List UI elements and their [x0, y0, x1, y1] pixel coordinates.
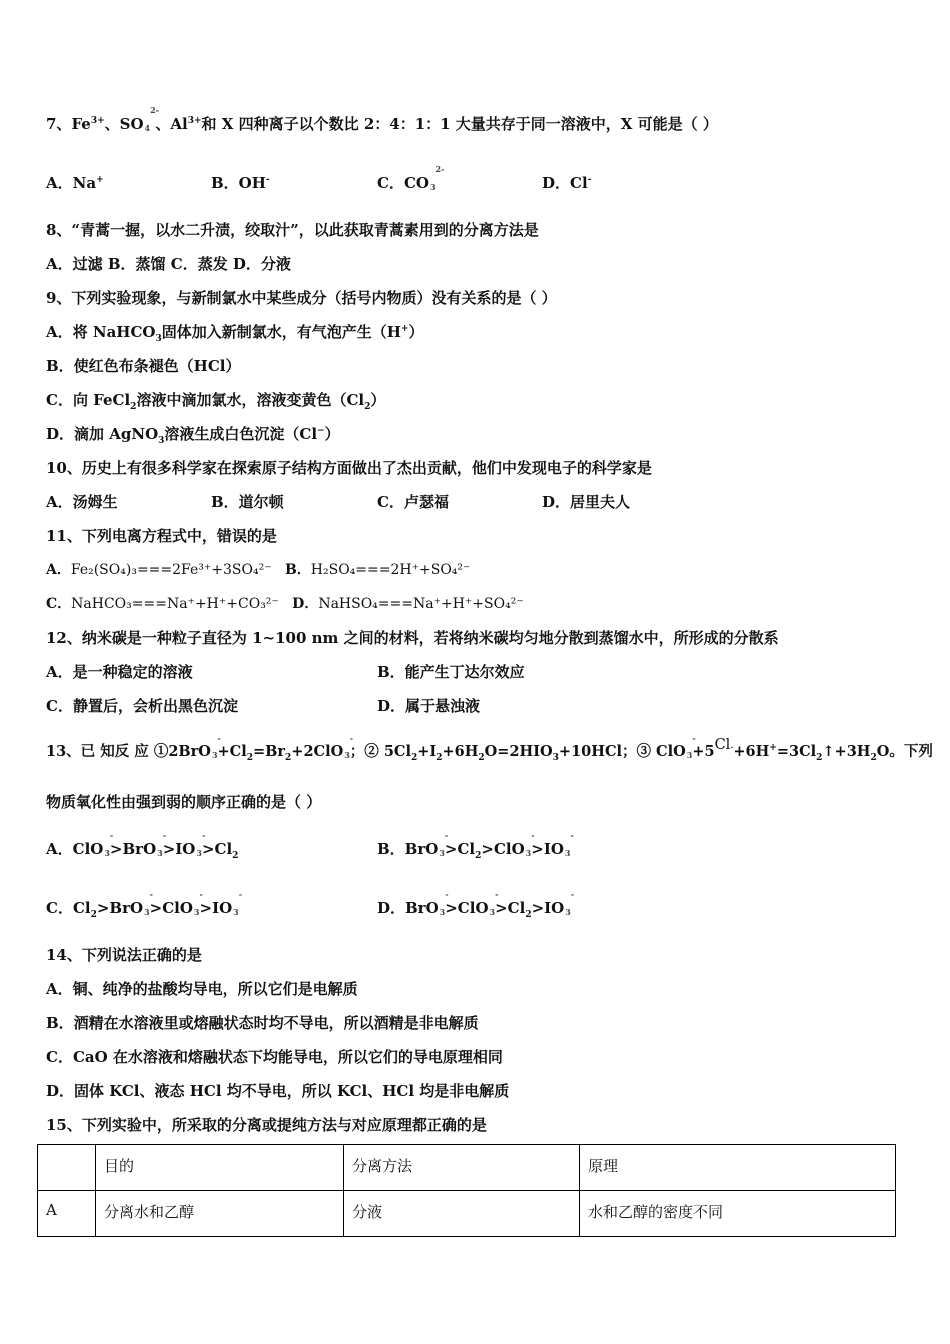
q9-option-a[interactable]: A．将 NaHCO$_3$固体加入新制氯水，有气泡产生（H+）: [46, 323, 424, 344]
q14-option-d[interactable]: D．固体 KCl、液态 HCl 均不导电，所以 KCl、HCl 均是非电解质: [46, 1082, 510, 1100]
q8-stem: 8、“青蒿一握，以水二升渍，绞取汁”，以此获取青蒿素用到的分离方法是: [46, 221, 539, 239]
q7-stem: 7、$Fe^{3+}$、SO4 2- 、$Al^{3+}$和 X 四种离子以个数比 2：4：1：1 大量共存于同一溶液中，X 可能是（ ）: [46, 105, 718, 133]
q11-options-cd[interactable]: C．NaHCO₃===Na⁺+H⁺+CO₃²⁻ D．NaHSO₄===Na⁺+H⁺+SO₄²⁻: [46, 596, 524, 612]
table-header-cell: 分离方法: [344, 1145, 580, 1191]
table-header-cell: 目的: [96, 1145, 344, 1191]
q13-stem-line2: 物质氧化性由强到弱的顺序正确的是（ ）: [46, 793, 322, 811]
q10-option-a[interactable]: A．汤姆生: [46, 493, 118, 511]
table-header-cell: [38, 1145, 96, 1191]
q11-eq-c: NaHCO₃===Na⁺+H⁺+CO₃²⁻: [71, 596, 279, 612]
q7-option-a[interactable]: A．Na+: [46, 174, 104, 192]
q15-table: [37, 1144, 896, 1237]
table-header-row: [38, 1145, 896, 1191]
q10-stem: 10、历史上有很多科学家在探索原子结构方面做出了杰出贡献，他们中发现电子的科学家是: [46, 459, 652, 477]
q12-option-b[interactable]: B．能产生丁达尔效应: [377, 663, 525, 681]
q10-option-c[interactable]: C．卢瑟福: [377, 493, 449, 511]
q13-stem: 13、已 知反 应 ①2BrO3 - $+Cl_2=Br_2+2ClO3$ - ；② $5Cl_2+I_2+6H_2O=2HIO_3+10HCl$；③ ClO3 - $+5Cl^-+6H^+=3Cl_2↑+3H_2O$。下列: [46, 733, 933, 763]
q11-eq-a: Fe₂(SO₄)₃===2Fe³⁺+3SO₄²⁻: [70, 562, 272, 578]
q7-option-b[interactable]: B．OH-: [211, 174, 270, 192]
q11-eq-d: NaHSO₄===Na⁺+H⁺+SO₄²⁻: [318, 596, 524, 612]
q7-option-c[interactable]: C．CO3 2-: [377, 164, 445, 192]
q11-stem: 11、下列电离方程式中，错误的是: [46, 527, 277, 545]
table-cell: 分液: [344, 1191, 580, 1237]
q14-option-c[interactable]: C．CaO 在水溶液和熔融状态下均能导电，所以它们的导电原理相同: [46, 1048, 503, 1066]
q11-options-ab[interactable]: A．Fe₂(SO₄)₃===2Fe³⁺+3SO₄²⁻ B．H₂SO₄===2H⁺+SO₄²⁻: [46, 562, 471, 578]
q10-option-d[interactable]: D．居里夫人: [542, 493, 631, 511]
q15-stem: 15、下列实验中，所采取的分离或提纯方法与对应原理都正确的是: [46, 1116, 487, 1134]
q13-option-d[interactable]: D．BrO3 - >ClO3 - $>Cl_2>IO3$ -: [377, 889, 575, 920]
q9-option-d[interactable]: D．滴加 AgNO$_3$溶液生成白色沉淀（Cl−）: [46, 425, 340, 446]
q14-option-a[interactable]: A．铜、纯净的盐酸均导电，所以它们是电解质: [46, 980, 358, 998]
q14-stem: 14、下列说法正确的是: [46, 946, 202, 964]
q9-option-b[interactable]: B．使红色布条褪色（HCl）: [46, 357, 241, 375]
q9-option-c[interactable]: C．向 FeCl$_2$溶液中滴加氯水，溶液变黄色$(Cl_2)$: [46, 391, 386, 412]
q12-option-d[interactable]: D．属于悬浊液: [377, 697, 481, 715]
table-cell: 水和乙醇的密度不同: [580, 1191, 896, 1237]
table-cell: A: [38, 1191, 96, 1237]
table-row: [38, 1191, 896, 1237]
q11-eq-b: H₂SO₄===2H⁺+SO₄²⁻: [310, 562, 471, 578]
q14-option-b[interactable]: B．酒精在水溶液里或熔融状态时均不导电，所以酒精是非电解质: [46, 1014, 479, 1032]
table-header-cell: 原理: [580, 1145, 896, 1191]
q12-option-a[interactable]: A．是一种稳定的溶液: [46, 663, 193, 681]
q12-option-c[interactable]: C．静置后，会析出黑色沉淀: [46, 697, 238, 715]
q8-options[interactable]: A．过滤 B．蒸馏 C．蒸发 D．分液: [46, 255, 291, 273]
q13-option-a[interactable]: A．ClO3 - >BrO3 - >IO3 - $>Cl_2$: [46, 830, 239, 861]
q9-stem: 9、下列实验现象，与新制氯水中某些成分（括号内物质）没有关系的是（ ）: [46, 289, 557, 307]
q13-option-b[interactable]: B．BrO3 - $>Cl_2>ClO3$ - >IO3 -: [377, 830, 574, 861]
q7-option-d[interactable]: D．Cl-: [542, 174, 592, 192]
q13-option-c[interactable]: C．$Cl_2>BrO3$ - >ClO3 - >IO3 -: [46, 889, 243, 920]
q10-option-b[interactable]: B．道尔顿: [211, 493, 284, 511]
q12-stem: 12、纳米碳是一种粒子直径为 1~100 nm 之间的材料，若将纳米碳均匀地分散到蒸馏水中，所形成的分散系: [46, 629, 779, 647]
table-cell: 分离水和乙醇: [96, 1191, 344, 1237]
